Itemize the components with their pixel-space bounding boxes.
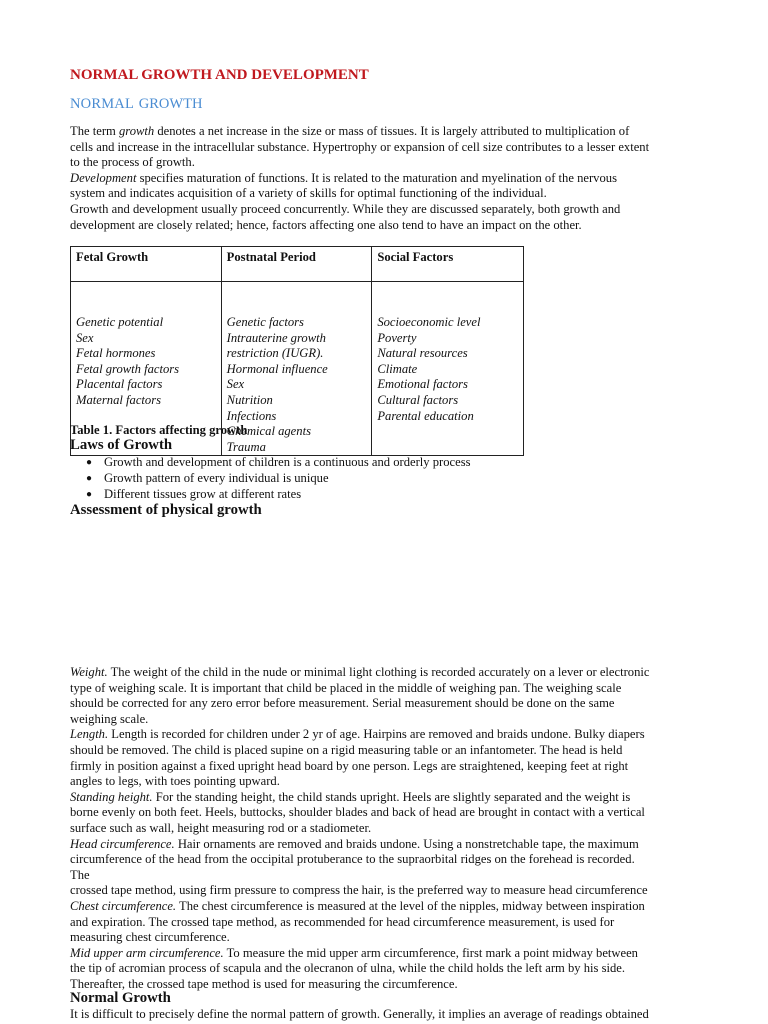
header-fetal-growth: Fetal Growth — [71, 247, 222, 282]
table-cell-item: Chemical agents — [226, 424, 311, 439]
table-cell-item: Intrauterine growth — [226, 330, 326, 345]
concurrency-paragraph — [70, 202, 710, 233]
head-circumference-paragraph — [70, 837, 710, 899]
text-run: Length is recorded for children under 2 yr of age. Hairpins are removed and braids undone. Bulky diapers — [108, 727, 645, 742]
table-cell-item: Fetal growth factors — [76, 361, 180, 376]
table-cell-item: Nutrition — [226, 392, 273, 407]
subtitle-word-2: GROWTH — [138, 96, 203, 112]
table-cell-item: Natural resources — [377, 346, 468, 361]
table-cell-item: Parental education — [377, 408, 474, 423]
table-cell-item: Poverty — [377, 330, 417, 345]
table-cell-item: restriction (IUGR). — [226, 346, 324, 361]
table-cell-item: Sex — [76, 330, 94, 345]
normal-growth-heading: Normal Growth — [70, 990, 171, 1006]
text-run: To measure the mid upper arm circumference, first mark a point midway between — [223, 945, 638, 960]
table-cell-item: Maternal factors — [76, 392, 162, 407]
list-item — [70, 487, 471, 503]
text-line: angles to legs, with toes pointing upward. — [70, 774, 280, 789]
list-item-text: Different tissues grow at different rates — [104, 487, 302, 501]
text-run: The weight of the child in the nude or minimal light clothing is recorded accurately on a lever or electronic — [107, 665, 650, 679]
text-run: specifies maturation of functions. It is related to the maturation and myelination of the nervous — [136, 170, 617, 185]
measurement-paragraphs — [70, 665, 710, 992]
table-cell-item: Infections — [226, 408, 277, 423]
table-cell-item: Socioeconomic level — [377, 315, 481, 329]
text-run: The chest circumference is measured at the level of the nipples, midway between inspiration — [176, 898, 645, 913]
arm-circumference-paragraph — [70, 946, 710, 993]
laws-of-growth-list — [70, 455, 471, 503]
table-cell-item: Trauma — [226, 439, 266, 454]
list-item — [70, 471, 471, 487]
term-chest-circumference: Chest circumference. — [70, 898, 177, 913]
bullet-icon: ● — [86, 473, 93, 484]
text-line: cells and increase in the intracellular substance. Hypertrophy or expansion of cell size contributes to a lesser extent — [70, 139, 650, 154]
text-line: surface such as wall, height measuring rod or a stadiometer. — [70, 820, 372, 835]
text-line: Thereafter, the crossed tape method is used for measuring the circumference. — [70, 976, 458, 991]
length-paragraph — [70, 727, 710, 789]
list-item-text: Growth pattern of every individual is unique — [104, 471, 329, 485]
weight-paragraph — [70, 665, 710, 727]
text-line: system and indicates acquisition of a variety of skills for optimal functioning of the individual. — [70, 186, 547, 201]
term-standing-height: Standing height. — [70, 789, 153, 804]
text-run: Hair ornaments are removed and braids undone. Using a nonstretchable tape, the maximum — [174, 836, 639, 851]
text-line: development are closely related; hence, factors affecting one also tend to have an impact on the other. — [70, 217, 582, 232]
term-weight: Weight. — [70, 665, 108, 679]
text-line: firmly in position against a fixed upright head board by one person. Legs are straightened, keeping feet at right — [70, 758, 629, 773]
bullet-icon: ● — [86, 489, 93, 500]
table-cell-item: Hormonal influence — [226, 361, 328, 376]
table-header-row — [71, 247, 524, 282]
text-line: Growth and development usually proceed concurrently. While they are discussed separately, both growth and — [70, 201, 621, 216]
standing-height-paragraph — [70, 790, 710, 837]
table-cell-item: Sex — [226, 377, 245, 392]
header-postnatal-period: Postnatal Period — [221, 247, 372, 282]
text-run: denotes a net increase in the size or mass of tissues. It is largely attributed to multiplication of — [154, 124, 630, 138]
text-line: crossed tape method, using firm pressure to compress the hair, is the preferred way to measure head circumference — [70, 883, 648, 898]
list-item — [70, 455, 471, 471]
table-cell-item: Genetic factors — [226, 315, 304, 329]
laws-of-growth-heading: Laws of Growth — [70, 437, 173, 453]
section-subtitle — [70, 95, 202, 113]
table-caption: Table 1. Factors affecting growth — [70, 423, 248, 437]
table-cell-item: Emotional factors — [377, 377, 468, 392]
normal-growth-text: It is difficult to precisely define the normal pattern of growth. Generally, it implies an average of readings obtained — [70, 1007, 649, 1021]
list-item-text: Growth and development of children is a continuous and orderly process — [104, 455, 471, 469]
term-development: Development — [70, 170, 137, 185]
table-cell-item: Placental factors — [76, 377, 163, 392]
term-head-circumference: Head circumference. — [70, 836, 175, 851]
assessment-heading: Assessment of physical growth — [70, 502, 262, 518]
text-line: type of weighing scale. It is important that child be placed in the middle of weighing pan. The weighing scale — [70, 680, 622, 695]
intro-paragraphs — [70, 124, 710, 233]
table-cell-item: Climate — [377, 361, 418, 376]
text-line: to the process of growth. — [70, 155, 195, 170]
text-line: should be corrected for any zero error before measurement. Serial measurement should be done on the same — [70, 696, 615, 711]
subtitle-word-1: NORMAL — [70, 96, 135, 112]
text-line: should be removed. The child is placed supine on a rigid measuring table or an infantometer. The head is held — [70, 742, 623, 757]
table-cell-item: Cultural factors — [377, 392, 459, 407]
text-line: measuring chest circumference. — [70, 930, 230, 945]
development-definition-paragraph — [70, 171, 710, 202]
table-cell-item: Genetic potential — [76, 315, 164, 329]
term-length: Length. — [70, 727, 109, 742]
text-line: weighing scale. — [70, 711, 149, 726]
text-run: The term — [70, 124, 119, 138]
term-growth: growth — [118, 124, 155, 138]
document-title: NORMAL GROWTH AND DEVELOPMENT — [70, 67, 369, 83]
social-factors-cell — [372, 282, 524, 456]
text-run: For the standing height, the child stands upright. Heels are slightly separated and the weight is — [152, 789, 631, 804]
text-line: The — [70, 867, 90, 882]
text-line: borne evenly on both feet. Heels, buttocks, shoulder blades and back of head are brought in contact with a vertical — [70, 805, 645, 820]
bullet-icon: ● — [86, 457, 93, 468]
header-social-factors: Social Factors — [372, 247, 524, 282]
term-mid-upper-arm-circumference: Mid upper arm circumference. — [70, 945, 224, 960]
text-line: and expiration. The crossed tape method, as recommended for head circumference measurement, is used for — [70, 914, 615, 929]
chest-circumference-paragraph — [70, 899, 710, 946]
text-line: circumference of the head from the occipital protuberance to the supraorbital ridges on the forehead is recorded. — [70, 852, 635, 867]
text-line: the tip of acromian process of scapula and the olecranon of ulna, while the child holds the left arm by his side. — [70, 961, 626, 976]
growth-definition-paragraph — [70, 124, 710, 171]
table-cell-item: Fetal hormones — [76, 346, 156, 361]
